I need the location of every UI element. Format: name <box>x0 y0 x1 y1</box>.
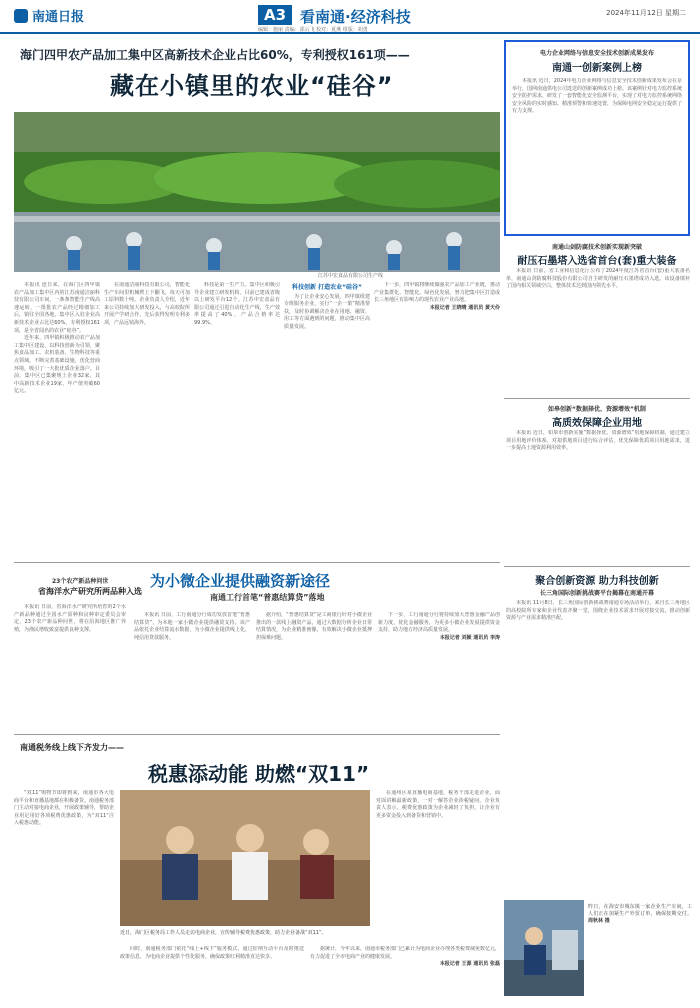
story4-subtitle: 长三角国际创新挑战赛平台揭幕在南通开幕 <box>539 590 654 597</box>
story3-body: 本报讯 近日，如皋市创新实施“数据择优、资源增效”用地保障机制，通过建立项目用地评价体系，对拟供地项目进行综合评估，优先保障优质项目用地需求，进一步提高土地资源利用效率。 <box>506 430 690 452</box>
bottom-byline: 本报记者 王源 通讯员 张磊 <box>439 961 500 968</box>
story3-headline: 高质效保障企业用地 <box>552 418 642 429</box>
bottom-column-1: “双11”购物节即将到来，南通市各大电商平台和直播基地都在积极备货。南通税务部门主动对接电商企业，开展政策辅导，帮助企业用足用好各项税费优惠政策，为“双11”注入税惠动能。 <box>14 790 114 827</box>
story4-headline: 聚合创新资源 助力科技创新 <box>535 576 659 587</box>
box1-headline: 南通一创新案例上榜 <box>552 63 642 74</box>
bottom-photo <box>120 790 370 926</box>
divider <box>14 734 500 735</box>
brief-headline: 省海洋水产研究所两品种入选 <box>38 587 142 596</box>
lead-headline: 藏在小镇里的农业“硅谷” <box>110 72 394 100</box>
lead-subtitle: 海门四甲农产品加工集中区高新技术企业占比60%，专利授权161项—— <box>20 48 410 62</box>
box1-pretitle: 电力企业网络与信息安全技术创新成果发布 <box>539 50 654 57</box>
bottom-headline: 税惠添动能 助燃“双11” <box>148 762 370 786</box>
issue-date: 2024年11月12日 星期二 <box>606 9 686 17</box>
box1-body: 本报讯 近日，2024年电力企业网络与信息安全技术创新成果发布会在京举行，国网南通供电公司选送的创新案例成功上榜。该案例针对电力监控系统安全防护需求，研发了一套智能化安全监测平台，实现了对电力监控系统网络安全风险的实时感知、精准预警和快速处置，为保障电网安全稳定运行提供了有力支撑。 <box>512 78 682 115</box>
bottom-photo-caption: 近日，海门区税务局工作人员走访电商企业，宣传辅导税费优惠政策，助力企业备战“双11”。 <box>120 930 327 936</box>
lead-photo-caption: 江苏中宏食品有限公司生产线 <box>318 273 384 279</box>
divider <box>504 398 690 399</box>
right-photo-byline: 周秋林 摄 <box>588 918 610 924</box>
mid-column-3: 下一步，工行南通分行将持续加大普惠金融产品创新力度，优化金融服务，为更多小微企业发展提供资金支持，助力地方经济高质量发展。 本报记者 刘颖 通讯员 李涛 <box>378 612 500 641</box>
workshop-photo-image <box>504 900 584 996</box>
divider <box>504 566 690 567</box>
featured-news-box <box>504 40 690 236</box>
mid-headline: 为小微企业提供融资新途径 <box>150 572 331 590</box>
bottom-column-3: 在通州区某直播电商基地，税务干部走进企业，面对面讲解最新政策，一对一解答企业涉税疑问。企业负责人表示，税费优惠政策为企业减轻了负担，让企业有更多资金投入到备货和营销中。 <box>376 790 500 819</box>
bottom-subtitle: 南通税务线上线下齐发力—— <box>20 743 124 752</box>
story2-body: 本报讯 日前，省工业和信息化厅公布了2024年度江苏省首台(套)重大装备名单，南通山剑防腐科技股份有限公司自主研发的耐压石墨塔成功入选。该设备填补了国内相关领域空白，整体技术达到国内领先水平。 <box>506 268 690 290</box>
section-title: 看南通·经济科技 <box>300 8 411 26</box>
logo-icon <box>14 9 28 23</box>
right-photo <box>504 900 584 996</box>
newspaper-logo: 南通日报 <box>14 6 84 25</box>
lead-column-4: 科技创新 打造农业“硅谷” 为了让企业安心发展，四甲镇组建专班服务企业，实行“一企一策”精准帮扶，及时协调解决企业在用地、融资、用工等方面遇到的问题，推动集中区高质量发展。 <box>284 284 370 330</box>
bottom-column-5: 据统计，今年以来，南通市税务部门已累计为电商企业办理各类税费减免数亿元，有力促进了全市电商产业的健康发展。 本报记者 王源 通讯员 张磊 <box>310 946 500 968</box>
story2-pretitle: 南通山剑防腐技术创新实现新突破 <box>551 244 642 251</box>
editor-credits: 编辑：施丽 责编：邵云飞 校对：夏燕 组版：胡勇 <box>258 27 368 33</box>
story2-headline: 耐压石墨塔入选省首台(套)重大装备 <box>517 256 677 267</box>
lead-section-heading: 科技创新 打造农业“硅谷” <box>292 284 362 291</box>
lead-column-1: 本报讯 连日来，在海门区四甲镇农产品加工集中区内的江苏南通洁丽科技有限公司车间，一条条智能生产线高速运转，一批批农产品经过精细加工后，销往全国各地。集中区入驻企业高新技术企业占比达60%，专利授权161项，是全省闻名的农业“硅谷”。 近年来，四甲镇积极推动农产品加工集中区建设，以科技创新为引领，聚焦食品加工、农机装备、生物科技等重点领域，不断完善基础设施，优化营商环境，吸引了一大批优质企业落户。目前，集中区已集聚规上企业32家，其中高新技术企业19家，年产值突破60亿元。 <box>14 282 100 395</box>
lead-column-2: 在南通洁丽科技有限公司，智能化生产车间里机械臂上下翻飞，每天可加工原料数十吨。企业负责人介绍，近年来公司持续加大研发投入，与高校院所开展产学研合作，先后获得发明专利多项，产品远销海外。 <box>104 282 190 326</box>
divider <box>14 562 500 563</box>
lead-photo <box>14 112 500 272</box>
page-number: A3 <box>258 5 292 25</box>
story4-body: 本报讯 11月8日，长三角国际创新挑战赛南通专场活动举行，来自长三角地区的高校院所专家和企业代表齐聚一堂，围绕企业技术需求开展对接交流，推动创新资源与产业需求精准匹配。 <box>506 600 690 622</box>
lead-byline: 本报记者 王晓晴 通讯员 黄天伶 <box>429 304 500 311</box>
masthead <box>0 0 700 34</box>
mid-column-1: 本报讯 日前，工行南通分行成功发放首笔“普惠结算贷”，为本地一家小微企业提供融资支持。该产品依托企业结算流水数据，为小微企业提供线上化、纯信用贷款服务。 <box>134 612 250 641</box>
lead-column-5: 下一步，四甲镇将继续做强农产品加工产业链，推动产业集群化、智能化、绿色化发展，努力把集中区打造成长三角地区有影响力的现代农业产业高地。 本报记者 王晓晴 通讯员 黄天伶 <box>374 282 500 311</box>
brief-body: 本报讯 日前，省海洋水产研究所培育的2个水产新品种通过全国水产原种和良种审定委员会审定，23个农产新品种问世，将在沿海地区推广养殖，为渔民增收致富提供良种支撑。 <box>14 604 126 633</box>
lead-column-3: 科技是第一生产力。集中区积极引导企业建立研发机构，目前已建成省级以上研发平台12个。江苏中宏食品有限公司通过引进自动化生产线，生产效率提高了40%，产品合格率达99.9%。 <box>194 282 280 326</box>
brief-pretitle: 23个农产新品种问世 <box>52 578 109 585</box>
factory-production-line-image <box>14 112 500 272</box>
mid-byline: 本报记者 刘颖 通讯员 李涛 <box>439 634 500 641</box>
story3-pretitle: 如皋创新“数据择优、资源增效”机制 <box>548 406 646 413</box>
mid-subtitle: 南通工行首笔“普惠结算贷”落地 <box>210 593 325 602</box>
right-photo-caption: 昨日，在海安市城东镇一家企业生产车间，工人们正在加紧生产外贸订单，确保按期交付。 周秋林 摄 <box>588 904 692 924</box>
bottom-column-4: 同时，南通税务部门依托“线上+线下”服务模式，通过征纳互动平台及时推送政策信息，为电商企业提供个性化服务，确保政策红利精准直达快享。 <box>120 946 304 960</box>
tax-service-photo-image <box>120 790 370 926</box>
mid-column-2: 据介绍，“普惠结算贷”是工商银行针对小微企业推出的一款线上融资产品，通过大数据分析企业日常结算情况，为企业精准画像，有效解决小微企业抵押担保难问题。 <box>256 612 372 641</box>
